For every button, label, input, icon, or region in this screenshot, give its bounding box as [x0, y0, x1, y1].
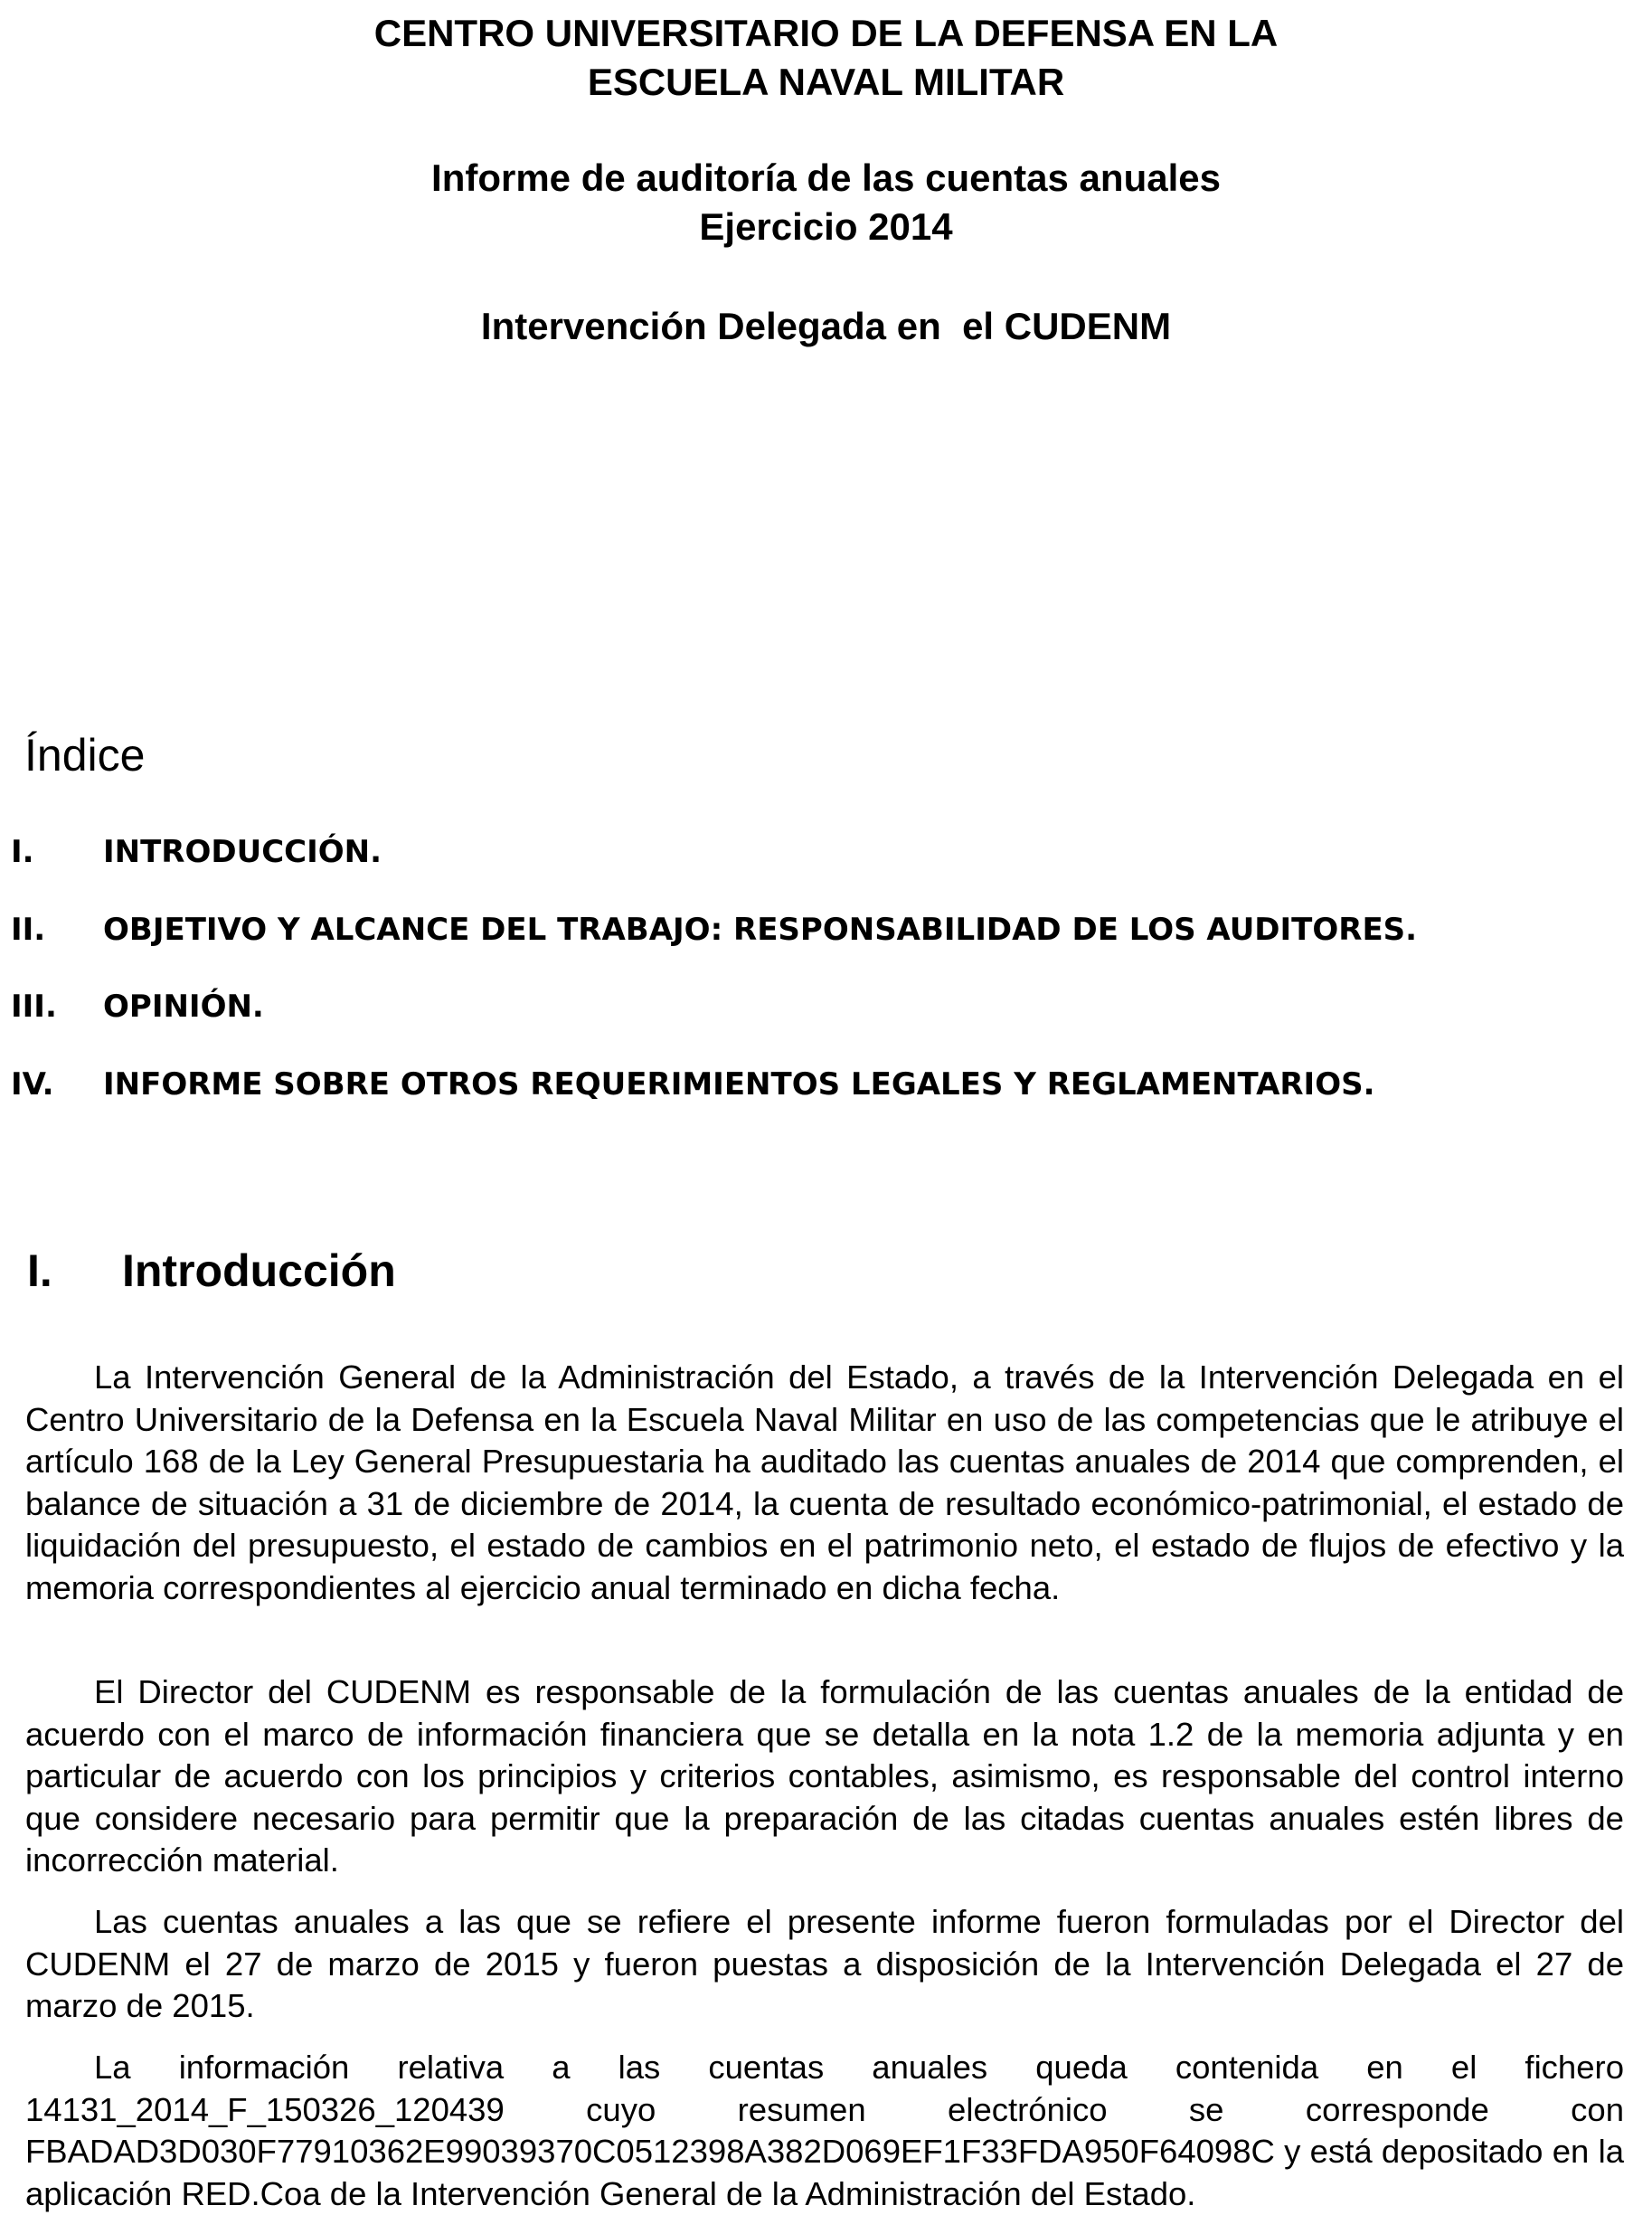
- paragraph-2: El Director del CUDENM es responsable de la formulación de las cuentas anuales de la entidad de acuerdo con el marco de información financiera que se detalla en la nota 1.2 de la memoria adjunta y en particular de acuerdo con los principios y criterios contables, asimismo, es responsable del control interno que considere necesario para permitir que la preparación de las citadas cuentas anuales estén libres de incorrección material.: [25, 1673, 1624, 1879]
- paragraph-3: Las cuentas anuales a las que se refiere el presente informe fueron formuladas por el Director del CUDENM el 27 de marzo de 2015 y fueron puestas a disposición de la Intervención Delegada el 27 de marzo de 2015.: [25, 1903, 1624, 2024]
- report-title: [0, 154, 1652, 251]
- toc-item-number: IV.: [11, 1066, 54, 1103]
- paragraph-1: La Intervención General de la Administración del Estado, a través de la Intervención Delegada en el Centro Universitario de la Defensa en la Escuela Naval Militar en uso de las competencias que le atribuye el artículo 168 de la Ley General Presupuestaria ha auditado las cuentas anuales de 2014 que comprenden, el balance de situación a 31 de diciembre de 2014, la cuenta de resultado económico-patrimonial, el estado de liquidación del presupuesto, el estado de cambios en el patrimonio neto, el estado de flujos de efectivo y la memoria correspondientes al ejercicio anual terminado en dicha fecha.: [25, 1358, 1624, 1606]
- institution-title: [0, 9, 1652, 107]
- report-title-line2: Ejercicio 2014: [699, 205, 953, 248]
- toc-item-number: I.: [11, 834, 34, 870]
- toc-item-label: OBJETIVO Y ALCANCE DEL TRABAJO: RESPONSABILIDAD DE LOS AUDITORES.: [103, 912, 1418, 948]
- toc-item-label: INFORME SOBRE OTROS REQUERIMIENTOS LEGALES Y REGLAMENTARIOS.: [103, 1066, 1375, 1103]
- toc-item-label: OPINIÓN.: [103, 989, 264, 1025]
- section-title: Introducción: [122, 1245, 396, 1296]
- paragraph-4: La información relativa a las cuentas anuales queda contenida en el fichero 14131_2014_F_150326_120439 cuyo resumen electrónico se corresponde con FBADAD3D030F77910362E99039370C0512398A382D069EF1F33FDA950F64098C y está depositado en la aplicación RED.Coa de la Intervención General de la Administración del Estado.: [25, 2049, 1624, 2212]
- section-number: I.: [27, 1245, 52, 1296]
- institution-title-line2: ESCUELA NAVAL MILITAR: [587, 61, 1065, 103]
- toc-item-number: II.: [11, 912, 46, 948]
- toc-item-number: III.: [11, 989, 57, 1025]
- issuer-title: Intervención Delegada en el CUDENM: [480, 305, 1172, 347]
- institution-title-line1: CENTRO UNIVERSITARIO DE LA DEFENSA EN LA: [373, 12, 1279, 54]
- toc-item-label: INTRODUCCIÓN.: [103, 834, 382, 870]
- index-heading: Índice: [24, 730, 146, 781]
- report-title-line1: Informe de auditoría de las cuentas anuales: [431, 156, 1221, 199]
